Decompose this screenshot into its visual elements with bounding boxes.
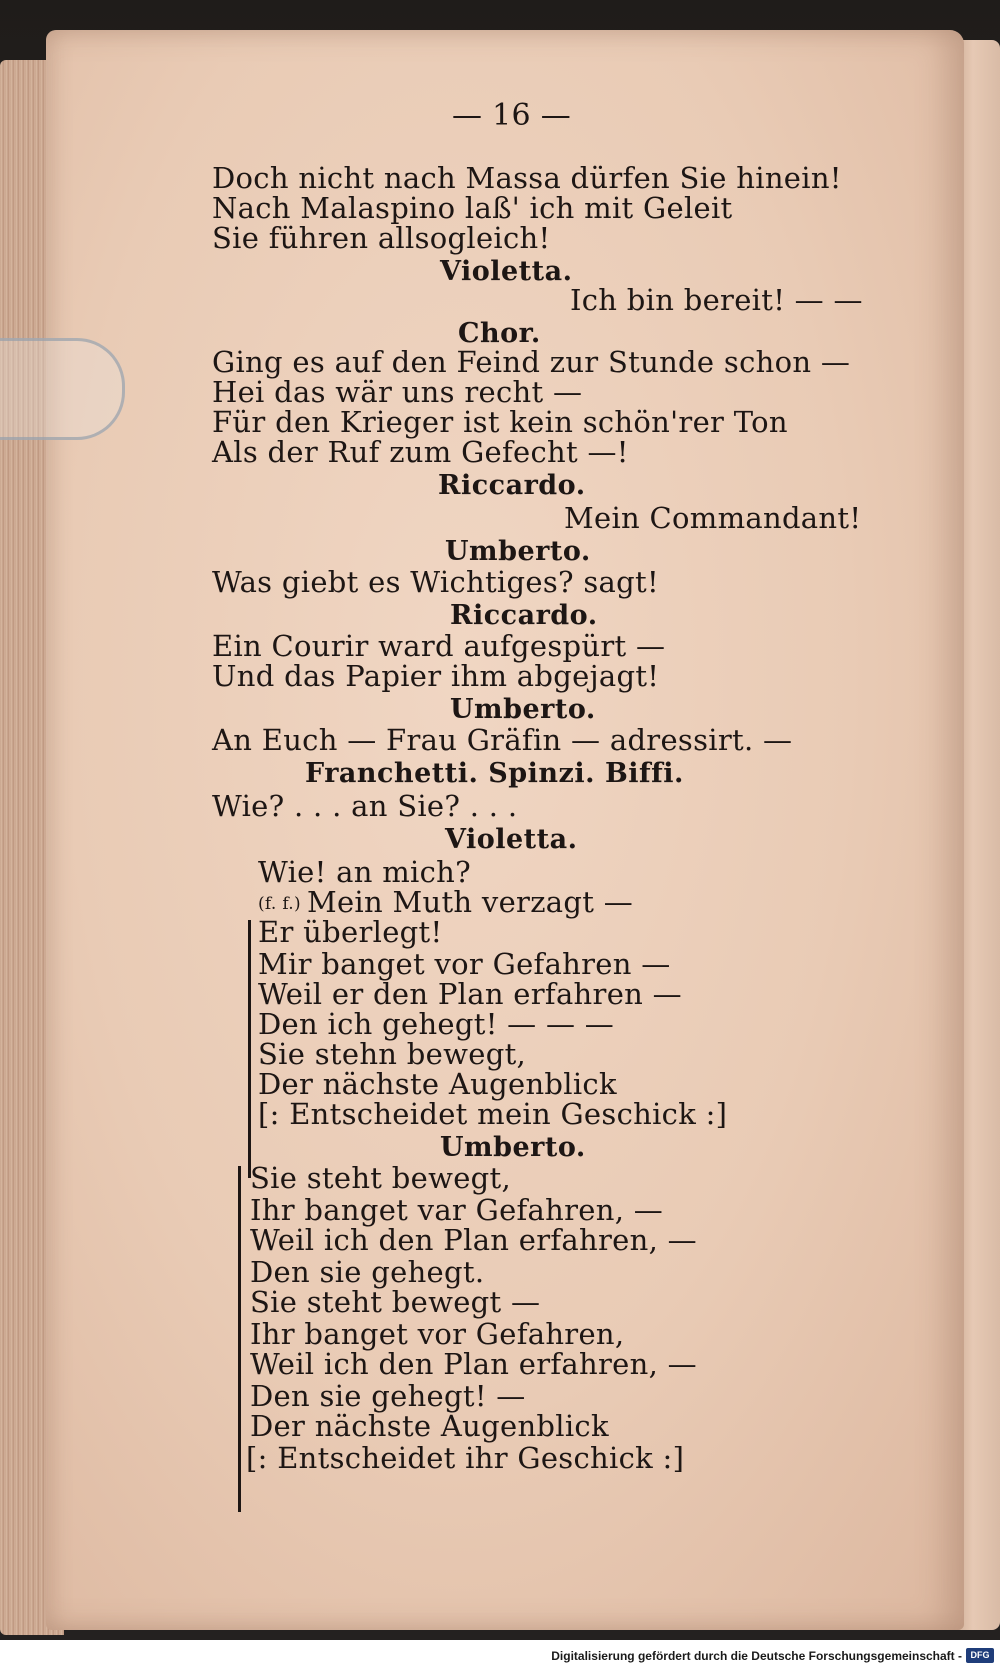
speaker-name: Umberto. [445,536,591,567]
text-line: Sie stehn bewegt, [258,1037,527,1071]
text-line: Sie steht bewegt — [250,1285,541,1319]
text-line: Mein Commandant! [564,501,862,535]
text-line-content: Mein Muth verzagt — [306,885,634,919]
speaker-name: Umberto. [440,1132,586,1163]
speaker-name: Violetta. [440,256,573,287]
text-line: Was giebt es Wichtiges? sagt! [212,565,659,599]
text-line: Den sie gehegt. [250,1255,485,1289]
speaker-name: Riccardo. [438,470,586,501]
text-line: Wie! an mich? [258,855,471,889]
stage-direction: (f. f.) [258,894,301,914]
text-line: Weil ich den Plan erfahren, — [250,1347,697,1381]
verse-bracket [248,920,251,1178]
text-line: Weil er den Plan erfahren — [258,977,682,1011]
text-line: Hei das wär uns recht — [212,375,583,409]
text-line: Den sie gehegt! — [250,1379,526,1413]
text-line: Ging es auf den Feind zur Stunde schon — [212,345,851,379]
page-number: — 16 — [452,98,572,133]
text-line: Nach Malaspino laß' ich mit Geleit [212,191,733,225]
text-line: Und das Papier ihm abgejagt! [212,659,660,693]
speaker-name: Umberto. [450,694,596,725]
text-line: Der nächste Augenblick [250,1409,609,1443]
text-line: Ihr banget var Gefahren, — [250,1193,664,1227]
text-line: An Euch — Frau Gräfin — adressirt. — [212,723,793,757]
speaker-name: Riccardo. [450,600,598,631]
text-line: Er überlegt! [258,915,443,949]
text-line: [: Entscheidet mein Geschick :] [258,1097,728,1131]
text-line: [: Entscheidet ihr Geschick :] [246,1441,685,1475]
speaker-name: Violetta. [445,824,578,855]
footer-bar [0,1640,1000,1673]
funding-credit: Digitalisierung gefördert durch die Deutsche Forschungsgemeinschaft - [551,1649,962,1663]
text-line: Wie? . . . an Sie? . . . [212,789,518,823]
text-line: Ihr banget vor Gefahren, [250,1317,625,1351]
text-line: Weil ich den Plan erfahren, — [250,1223,697,1257]
text-line: Sie steht bewegt, [250,1161,512,1195]
dfg-logo: DFG [966,1648,994,1663]
text-line: Als der Ruf zum Gefecht —! [212,435,629,469]
verse-bracket [238,1166,241,1512]
text-line: Ein Courir ward aufgespürt — [212,629,666,663]
speaker-name: Chor. [458,318,541,349]
text-line: Den ich gehegt! — — — [258,1007,615,1041]
text-line: Mir banget vor Gefahren — [258,947,671,981]
text-line: Der nächste Augenblick [258,1067,617,1101]
text-line: Doch nicht nach Massa dürfen Sie hinein! [212,161,842,195]
speaker-names: Franchetti. Spinzi. Biffi. [305,758,684,789]
text-line: Sie führen allsogleich! [212,221,551,255]
text-line: Für den Krieger ist kein schön'rer Ton [212,405,788,439]
text-line: Ich bin bereit! — — [570,283,863,317]
